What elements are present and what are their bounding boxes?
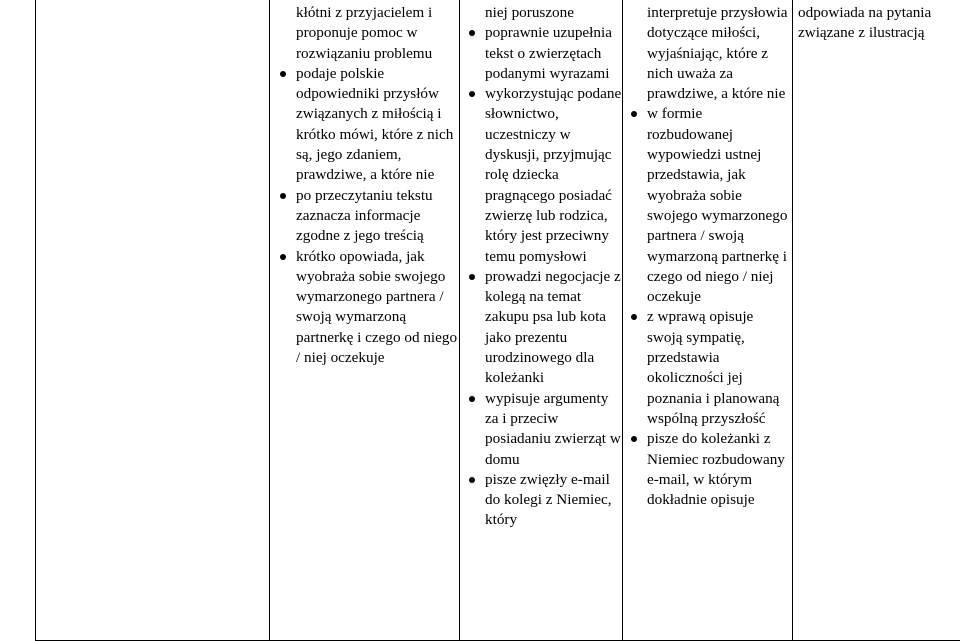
- list-item-text: po przeczytaniu tekstu zaznacza informacje zgodne z jego treścią: [296, 187, 433, 245]
- list-item: [460, 267, 622, 389]
- list-item-text: wypisuje argumenty za i przeciw posiadaniu zwierząt w domu: [485, 390, 621, 468]
- table-cell-col-4: [623, 0, 793, 641]
- bullet-list: [623, 104, 792, 510]
- list-item: [623, 429, 792, 510]
- continued-text: odpowiada na pytania związane z ilustracją: [793, 3, 960, 44]
- list-item: [623, 104, 792, 307]
- list-item-text: pisze zwięzły e-mail do kolegi z Niemiec, który: [485, 471, 612, 529]
- list-item: [460, 23, 622, 84]
- table-cell-col-2: [270, 0, 460, 641]
- table-row: [36, 0, 960, 641]
- table-cell-col-1: [36, 0, 270, 641]
- list-item-text: podaje polskie odpowiedniki przysłów związanych z miłością i krótko mówi, które z nich są, jego zdaniem, prawdziwe, a które nie: [296, 65, 453, 183]
- list-item-text: w formie rozbudowanej wypowiedzi ustnej przedstawia, jak wyobraża sobie swojego wymarzonego partnera / swoją wymarzoną partnerkę i czego od niego / niej oczekuje: [647, 105, 787, 305]
- table-cell-col-3: [460, 0, 623, 641]
- list-item-text: poprawnie uzupełnia tekst o zwierzętach podanymi wyrazami: [485, 24, 612, 82]
- list-item: [270, 186, 459, 247]
- bullet-icon: [280, 254, 286, 260]
- bullet-list: [460, 23, 622, 530]
- continued-text: niej poruszone: [460, 3, 622, 23]
- bullet-icon: [280, 71, 286, 77]
- list-item-text: prowadzi negocjacje z kolegą na temat zakupu psa lub kota jako prezentu urodzinowego dla koleżanki: [485, 268, 621, 386]
- list-item: [270, 247, 459, 369]
- bullet-icon: [469, 30, 475, 36]
- bullet-icon: [469, 477, 475, 483]
- bullet-icon: [469, 91, 475, 97]
- list-item: [460, 84, 622, 267]
- curriculum-table: [35, 0, 960, 641]
- list-item-text: z wprawą opisuje swoją sympatię, przedstawia okoliczności jej poznania i planowaną wspólną przyszłość: [647, 308, 779, 426]
- bullet-icon: [469, 274, 475, 280]
- bullet-icon: [280, 193, 286, 199]
- bullet-icon: [631, 314, 637, 320]
- bullet-icon: [631, 436, 637, 442]
- table-cell-col-5: [793, 0, 960, 641]
- list-item-text: wykorzystując podane słownictwo, uczestniczy w dyskusji, przyjmując rolę dziecka pragnącego posiadać zwierzę lub rodzica, który jest przeciwny temu pomysłowi: [485, 85, 621, 264]
- bullet-list: [270, 64, 459, 368]
- list-item: [270, 64, 459, 186]
- continued-text: interpretuje przysłowia dotyczące miłości, wyjaśniając, które z nich uważa za prawdziwe, a które nie: [623, 3, 792, 104]
- list-item-text: krótko opowiada, jak wyobraża sobie swojego wymarzonego partnera / swoją wymarzoną partnerkę i czego od niego / niej oczekuje: [296, 248, 457, 366]
- list-item: [460, 470, 622, 531]
- list-item: [460, 389, 622, 470]
- list-item-text: pisze do koleżanki z Niemiec rozbudowany e-mail, w którym dokładnie opisuje: [647, 430, 785, 508]
- bullet-icon: [469, 396, 475, 402]
- bullet-icon: [631, 111, 637, 117]
- continued-text: kłótni z przyjacielem i proponuje pomoc w rozwiązaniu problemu: [270, 3, 459, 64]
- list-item: [623, 307, 792, 429]
